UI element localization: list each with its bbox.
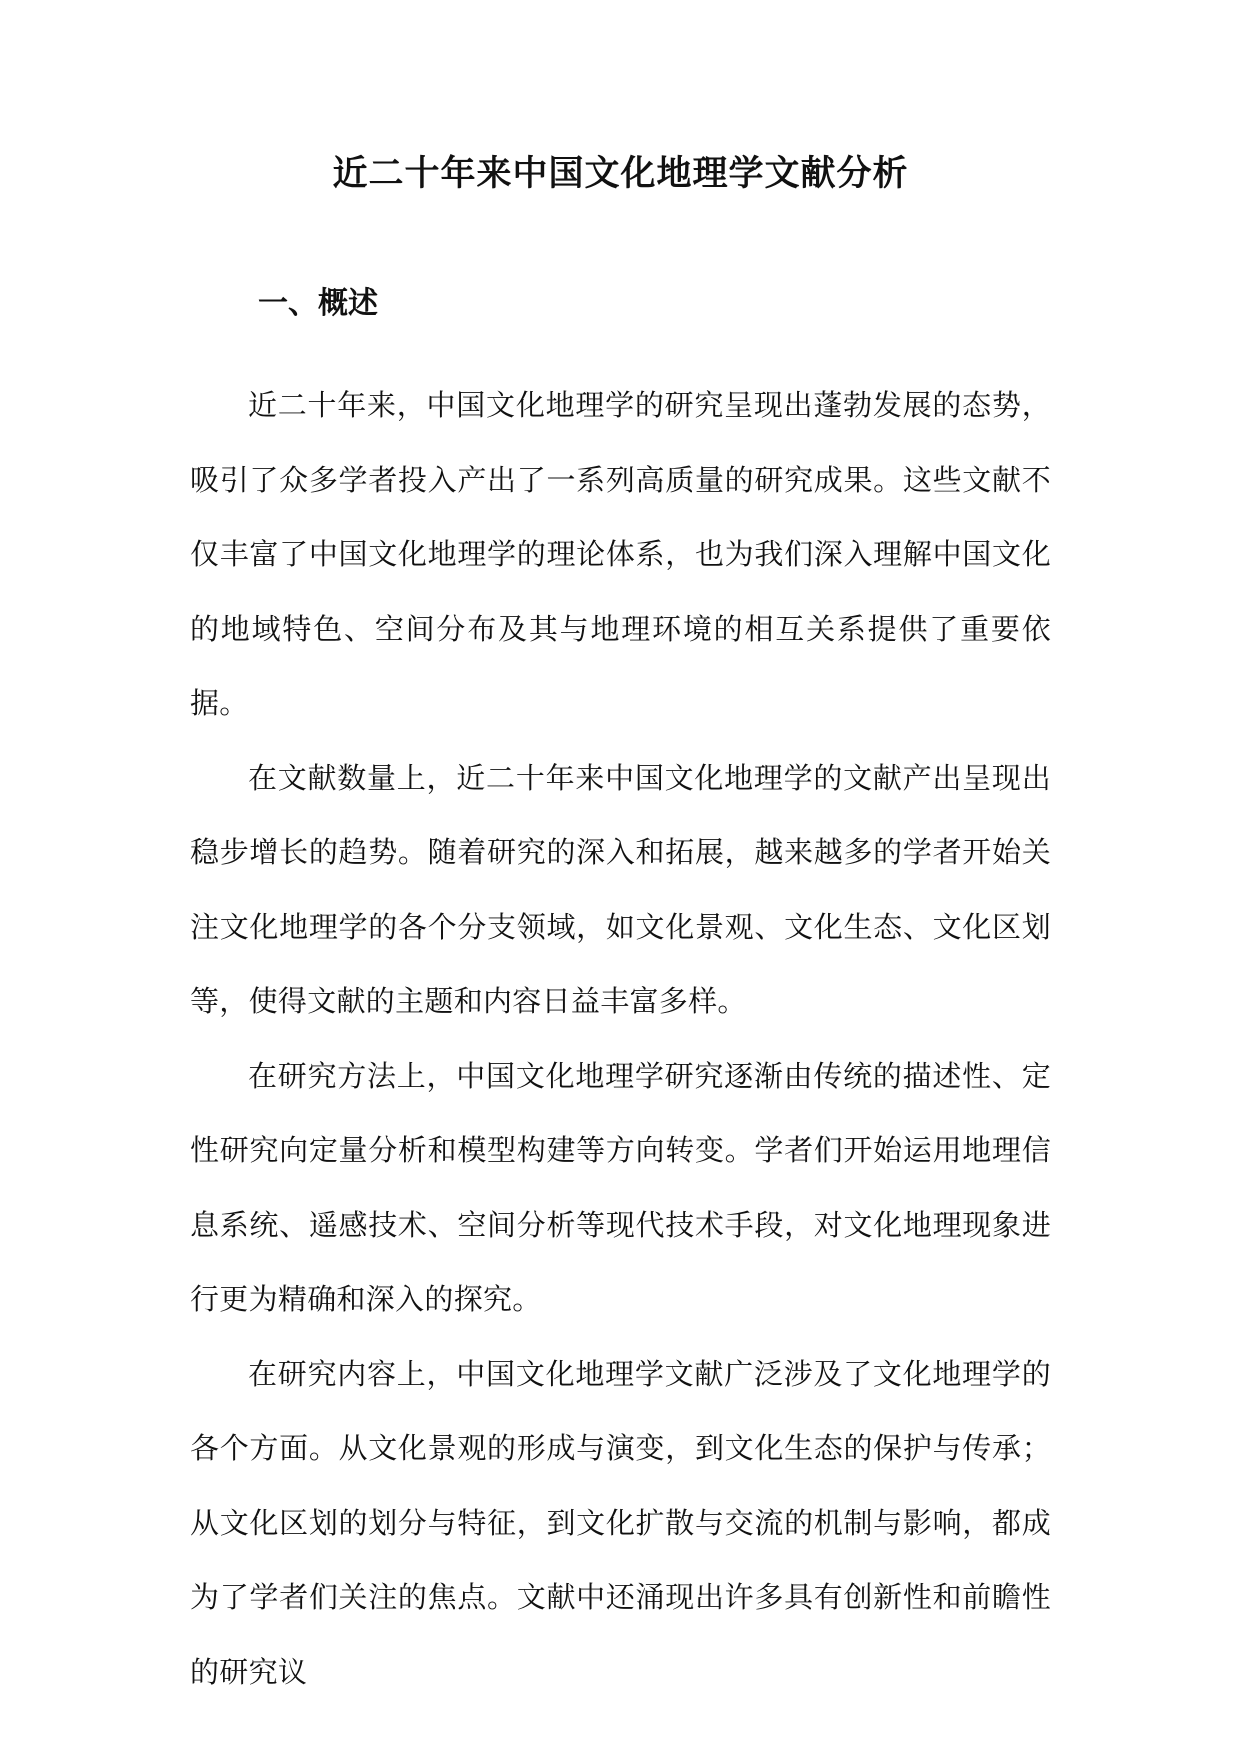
paragraph-literature-quantity: 在文献数量上，近二十年来中国文化地理学的文献产出呈现出稳步增长的趋势。随着研究的深入和拓展，越来越多的学者开始关注文化地理学的各个分支领域，如文化景观、文化生态、文化区划等，使得文献的主题和内容日益丰富多样。 (190, 760, 1051, 1018)
paragraph-research-content: 在研究内容上，中国文化地理学文献广泛涉及了文化地理学的各个方面。从文化景观的形成与演变，到文化生态的保护与传承；从文化区划的划分与特征，到文化扩散与交流的机制与影响，都成为了学者们关注的焦点。文献中还涌现出许多具有创新性和前瞻性的研究议 (190, 1356, 1051, 1689)
section-heading-overview: 一、概述 (258, 286, 378, 321)
paragraph-intro: 近二十年来，中国文化地理学的研究呈现出蓬勃发展的态势，吸引了众多学者投入产出了一系列高质量的研究成果。这些文献不仅丰富了中国文化地理学的理论体系，也为我们深入理解中国文化的地域特色、空间分布及其与地理环境的相互关系提供了重要依据。 (190, 388, 1051, 720)
paragraph-research-methods: 在研究方法上，中国文化地理学研究逐渐由传统的描述性、定性研究向定量分析和模型构建等方向转变。学者们开始运用地理信息系统、遥感技术、空间分析等现代技术手段，对文化地理现象进行更为精确和深入的探究。 (190, 1058, 1051, 1316)
body-text (190, 368, 1051, 1709)
page-title: 近二十年来中国文化地理学文献分析 (332, 153, 909, 194)
